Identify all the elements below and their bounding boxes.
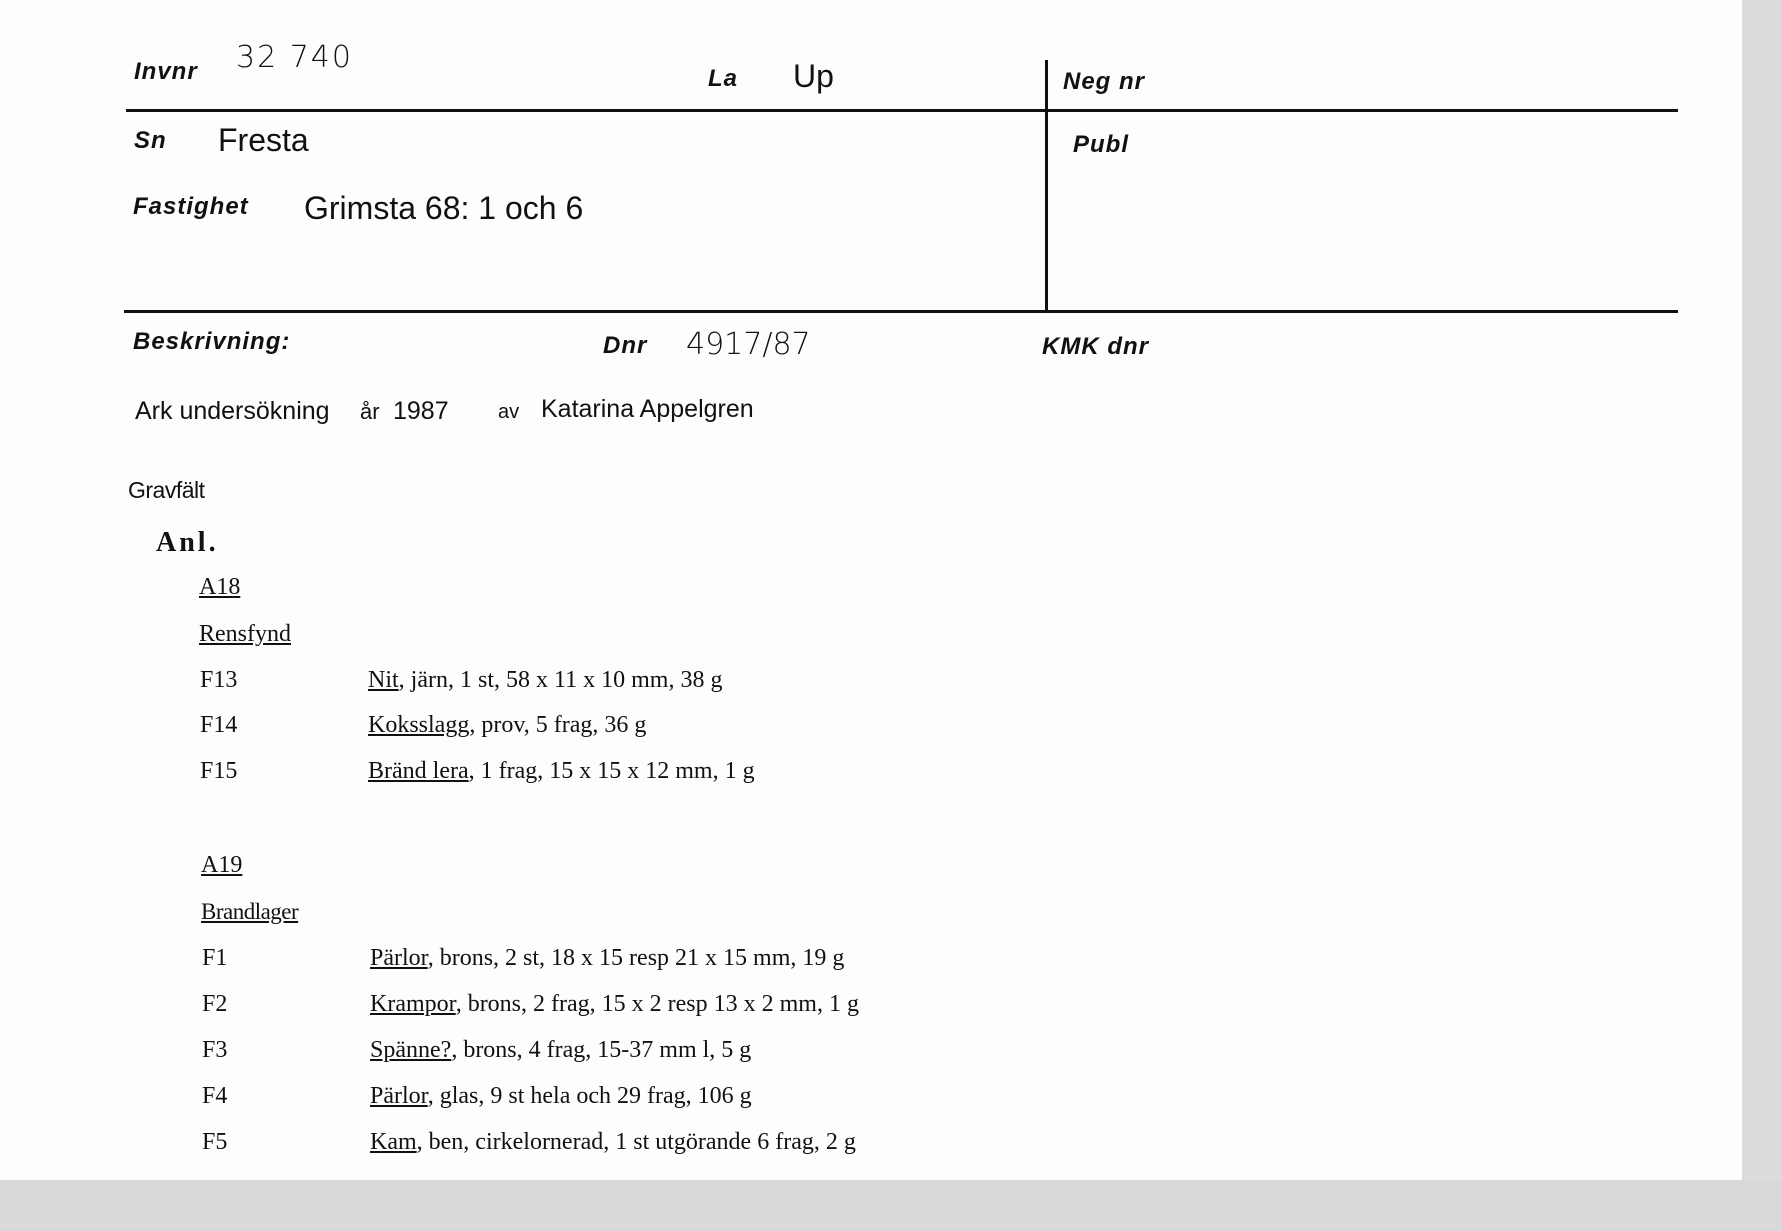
find-name: Spänne? <box>370 1037 452 1063</box>
sn-label: Sn <box>134 127 167 154</box>
year-label: år <box>360 399 380 424</box>
find-number: F15 <box>200 758 238 784</box>
find-number: F14 <box>200 712 238 738</box>
find-number: F1 <box>202 945 228 971</box>
scan-edge-right <box>1742 0 1782 1231</box>
invnr-label: Invnr <box>134 58 198 85</box>
find-description <box>370 1129 856 1156</box>
feature-id: A19 <box>201 852 243 878</box>
find-description <box>370 1083 752 1110</box>
find-description <box>368 712 646 739</box>
find-details: , brons, 2 st, 18 x 15 resp 21 x 15 mm, 19 g <box>427 945 845 971</box>
find-description <box>368 758 755 785</box>
find-details: , glas, 9 st hela och 29 frag, 106 g <box>427 1083 752 1109</box>
feature-context: Brandlager <box>201 899 299 924</box>
find-name: Pärlor <box>370 945 428 971</box>
find-description <box>368 667 722 694</box>
header-column-divider <box>1045 60 1048 313</box>
feature-id: A18 <box>199 574 241 600</box>
find-name: Bränd lera <box>368 758 469 784</box>
fastighet-label: Fastighet <box>133 193 249 220</box>
find-details: , järn, 1 st, 58 x 11 x 10 mm, 38 g <box>398 667 723 693</box>
find-name: Nit <box>368 667 399 693</box>
header-top-rule <box>126 109 1678 112</box>
kmk-dnr-label: KMK dnr <box>1042 333 1149 360</box>
dnr-value: 4917/87 <box>686 327 811 362</box>
survey-text: Ark undersökning <box>135 397 330 425</box>
find-name: Pärlor <box>370 1083 428 1109</box>
find-description <box>370 1037 751 1064</box>
la-label: La <box>708 65 739 92</box>
beskrivning-label: Beskrivning: <box>133 328 291 355</box>
find-details: , prov, 5 frag, 36 g <box>469 712 647 738</box>
la-value: Up <box>793 58 834 94</box>
by-label: av <box>498 401 520 423</box>
negnr-label: Neg nr <box>1063 68 1146 95</box>
anl-label: Anl. <box>156 527 219 558</box>
find-description <box>370 945 844 972</box>
find-number: F13 <box>200 667 238 693</box>
find-number: F2 <box>202 991 228 1017</box>
find-number: F5 <box>202 1129 228 1155</box>
fastighet-value: Grimsta 68: 1 och 6 <box>304 190 584 226</box>
scan-edge-bottom <box>0 1180 1782 1231</box>
invnr-value: 32 740 <box>236 40 353 75</box>
find-description <box>370 991 859 1018</box>
find-details: , ben, cirkelornerad, 1 st utgörande 6 frag, 2 g <box>416 1129 856 1155</box>
find-number: F3 <box>202 1037 228 1063</box>
find-name: Krampor <box>370 991 456 1017</box>
excavator-name: Katarina Appelgren <box>541 395 754 423</box>
site-type: Gravfält <box>128 477 205 503</box>
find-number: F4 <box>202 1083 228 1109</box>
header-bottom-rule <box>124 310 1678 313</box>
year-value: 1987 <box>393 397 449 425</box>
feature-context: Rensfynd <box>199 621 291 647</box>
find-name: Kam <box>370 1129 417 1155</box>
sn-value: Fresta <box>218 122 309 158</box>
dnr-label: Dnr <box>603 332 648 359</box>
find-details: , brons, 2 frag, 15 x 2 resp 13 x 2 mm, 1 g <box>455 991 859 1017</box>
find-details: , 1 frag, 15 x 15 x 12 mm, 1 g <box>468 758 755 784</box>
find-details: , brons, 4 frag, 15-37 mm l, 5 g <box>451 1037 752 1063</box>
publ-label: Publ <box>1073 131 1129 158</box>
find-name: Koksslagg <box>368 712 470 738</box>
